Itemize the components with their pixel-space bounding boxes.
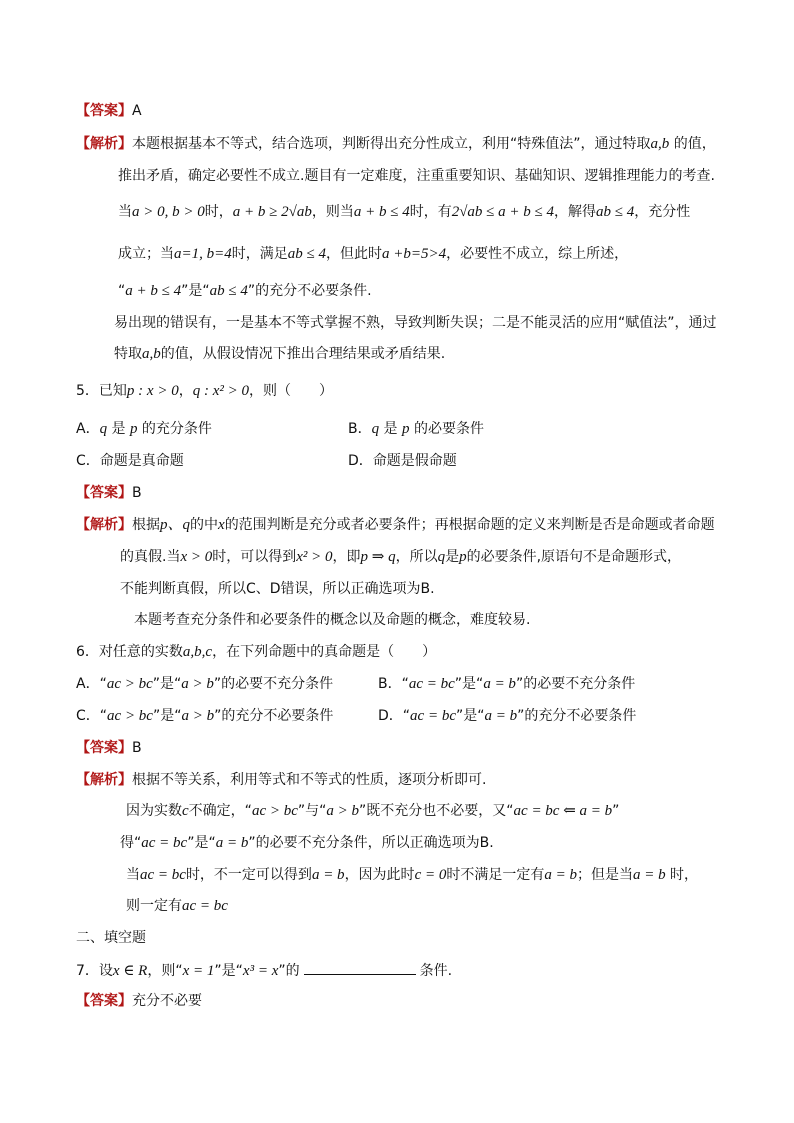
answer-blank xyxy=(304,960,416,975)
text: ，解得 xyxy=(554,204,597,220)
math: q xyxy=(371,421,380,437)
q5-option-b xyxy=(348,419,484,439)
answer-tag: 【答案】 xyxy=(76,740,132,756)
math: x² > 0 xyxy=(296,549,333,565)
text: ”的必要不充分条件 xyxy=(515,676,636,692)
q5-analysis-line-1 xyxy=(76,515,715,535)
math: p xyxy=(129,421,138,437)
math: a > b xyxy=(326,803,360,819)
text: ，所以 xyxy=(395,549,438,565)
answer-tag: 【答案】 xyxy=(76,993,132,1009)
math: ac = bc xyxy=(140,867,186,883)
math: p ⇒ q xyxy=(360,549,396,565)
math: p xyxy=(459,549,467,565)
q4-analysis-line-7 xyxy=(114,344,445,364)
text: 的范围判断是充分或者必要条件；再根据命题的定义来判断是否是命题或者命题 xyxy=(224,517,715,533)
text: 是 xyxy=(379,421,403,437)
text: 时不满足一定有 xyxy=(446,867,545,883)
math: x = 1 xyxy=(182,963,215,979)
text: ”的必要不充分条件 xyxy=(213,676,334,692)
text: 特取 xyxy=(114,346,142,362)
q6-option-c xyxy=(76,706,333,726)
math: a = b xyxy=(544,867,577,883)
q6-option-d xyxy=(378,706,636,726)
text: 的真假.当 xyxy=(120,549,181,565)
text: ”的 xyxy=(278,963,300,979)
text: 是 xyxy=(107,421,130,437)
q4-analysis-line-4 xyxy=(118,244,628,264)
text: 的值，从假设情况下推出合理结果或矛盾结果. xyxy=(160,346,446,362)
text: ， xyxy=(178,383,193,399)
text: ”既不充分也不必要，又“ xyxy=(359,803,514,819)
math: ab ≤ 4 xyxy=(596,204,635,220)
text: 时， xyxy=(204,204,233,220)
math: a > b xyxy=(181,676,214,692)
math: q : x² > 0 xyxy=(192,383,249,399)
text: 7．设 xyxy=(76,963,113,979)
math: a,b xyxy=(142,346,161,362)
text: A．“ xyxy=(76,676,107,692)
text: C．“ xyxy=(76,708,108,724)
text: ”的充分不必要条件 xyxy=(517,708,637,724)
math: a = b xyxy=(483,676,516,692)
math: ac = bc ⇐ a = b xyxy=(513,803,613,819)
math: x xyxy=(218,517,225,533)
q5-analysis-line-3: 不能判断真假，所以C、D错误，所以正确选项为B. xyxy=(120,581,435,597)
section-title: 二、填空题 xyxy=(76,930,146,946)
math: a = b xyxy=(484,708,518,724)
q5-option-c: C．命题是真命题 xyxy=(76,453,184,469)
math: a,b xyxy=(650,136,670,152)
math: a + b ≤ 4 xyxy=(125,283,182,299)
text: 根据不等关系，利用等式和不等式的性质，逐项分析即可. xyxy=(132,772,487,788)
text: 是 xyxy=(445,549,460,565)
text: B．“ xyxy=(378,676,409,692)
text: ”的充分不必要条件. xyxy=(247,283,372,299)
q6-analysis-line-1 xyxy=(76,770,486,790)
text: ，则（ ） xyxy=(248,383,333,399)
q5-stem xyxy=(76,381,333,401)
text: “ xyxy=(118,283,126,299)
text: 当 xyxy=(118,204,132,220)
text: 的值， xyxy=(669,136,716,152)
text: 得“ xyxy=(120,835,142,851)
text: ”是“ xyxy=(455,708,485,724)
q6-analysis-line-2 xyxy=(126,801,619,821)
math: a=1, b=4 xyxy=(174,246,232,262)
text: 时，不一定可以得到 xyxy=(185,867,312,883)
text: ，充分性 xyxy=(634,204,691,220)
q5-analysis-line-4: 本题考查充分条件和必要条件的概念以及命题的概念，难度较易. xyxy=(134,612,531,628)
answer-tag: 【答案】 xyxy=(76,485,132,501)
text: 条件. xyxy=(419,963,453,979)
math: q xyxy=(437,549,446,565)
text: ，在下列命题中的真命题是（ ） xyxy=(212,644,437,660)
answer-value: A xyxy=(132,103,142,119)
math: a + b ≤ 4 xyxy=(353,204,410,220)
q4-analysis-line-5 xyxy=(118,281,372,301)
q5-answer xyxy=(76,483,142,503)
math: ac = bc xyxy=(182,898,228,914)
text: A． xyxy=(76,421,100,437)
math: a = b xyxy=(311,867,345,883)
text: ” xyxy=(612,803,620,819)
text: ，但此时 xyxy=(325,246,382,262)
math: ac > bc xyxy=(251,803,298,819)
q6-analysis-line-4 xyxy=(126,865,698,885)
q4-analysis-line-6: 易出现的错误有，一是基本不等式掌握不熟，导致判断失误；二是不能灵活的应用“赋值法”，通过 xyxy=(114,315,717,331)
math: a > 0, b > 0 xyxy=(132,204,205,220)
math: c xyxy=(182,803,189,819)
text: ；但是当 xyxy=(576,867,633,883)
math: x ∈ R xyxy=(112,963,148,979)
text: 的充分条件 xyxy=(137,421,212,437)
math: x³ = x xyxy=(242,963,279,979)
text: 本题根据基本不等式，结合选项，判断得出充分性成立，利用“特殊值法”，通过特取 xyxy=(132,136,651,152)
text: 则一定有 xyxy=(126,898,182,914)
analysis-tag: 【解析】 xyxy=(76,772,132,788)
text: 时， xyxy=(665,867,699,883)
math: a = b xyxy=(215,835,249,851)
math: p : x > 0 xyxy=(126,383,179,399)
text: ，因为此时 xyxy=(344,867,415,883)
answer-value: B xyxy=(132,485,142,501)
text: B． xyxy=(348,421,372,437)
text: 时，有 xyxy=(409,204,452,220)
analysis-tag: 【解析】 xyxy=(76,136,132,152)
text: 的必要条件 xyxy=(409,421,484,437)
text: 时，可以得到 xyxy=(212,549,297,565)
text: ，必要性不成立，综上所述， xyxy=(446,246,629,262)
text: ”是“ xyxy=(187,835,216,851)
q6-stem xyxy=(76,642,436,662)
math: a > b xyxy=(181,708,215,724)
q5-analysis-line-2 xyxy=(120,547,681,567)
text: ”是“ xyxy=(152,708,182,724)
q5-option-a xyxy=(76,419,212,439)
text: ，则“ xyxy=(147,963,183,979)
q6-option-b xyxy=(378,674,635,694)
q6-analysis-line-5 xyxy=(126,896,228,916)
q7-stem xyxy=(76,960,452,981)
math: ac = bc xyxy=(408,676,455,692)
math: q xyxy=(99,421,108,437)
q5-option-d: D．命题是假命题 xyxy=(348,453,457,469)
text: 不确定，“ xyxy=(188,803,252,819)
answer-value: 充分不必要 xyxy=(132,993,202,1009)
math: c = 0 xyxy=(414,867,447,883)
text: ”是“ xyxy=(214,963,243,979)
q4-analysis-line-2: 推出矛盾，确定必要性不成立.题目有一定难度，注重重要知识、基础知识、逻辑推理能力的考查. xyxy=(118,168,715,184)
q4-analysis-line-1 xyxy=(76,134,716,154)
q6-option-a xyxy=(76,674,333,694)
math: p xyxy=(402,421,410,437)
text: 因为实数 xyxy=(126,803,182,819)
math: a,b,c xyxy=(182,644,213,660)
math: a = b xyxy=(632,867,666,883)
math: p、q xyxy=(160,517,191,533)
math: ac = bc xyxy=(141,835,188,851)
text: 成立；当 xyxy=(118,246,174,262)
text: ”是“ xyxy=(181,283,210,299)
q7-answer xyxy=(76,991,202,1011)
text: ”的充分不必要条件 xyxy=(214,708,334,724)
text: ，即 xyxy=(332,549,361,565)
text: ”与“ xyxy=(297,803,327,819)
text: 当 xyxy=(126,867,140,883)
math: ab ≤ 4 xyxy=(287,246,326,262)
math: a + b ≥ 2√ab xyxy=(232,204,312,220)
math: ac > bc xyxy=(107,708,153,724)
math: ac = bc xyxy=(410,708,456,724)
math: 2√ab ≤ a + b ≤ 4 xyxy=(451,204,555,220)
text: 时，满足 xyxy=(231,246,288,262)
text: ，则当 xyxy=(311,204,354,220)
math: ac > bc xyxy=(106,676,153,692)
analysis-tag: 【解析】 xyxy=(76,517,132,533)
math: x > 0 xyxy=(180,549,213,565)
answer-value: B xyxy=(132,740,142,756)
q6-analysis-line-3 xyxy=(120,833,494,853)
text: 根据 xyxy=(132,517,160,533)
text: 6．对任意的实数 xyxy=(76,644,183,660)
text: D．“ xyxy=(378,708,411,724)
text: ”的必要不充分条件，所以正确选项为B. xyxy=(248,835,494,851)
text: ”是“ xyxy=(152,676,182,692)
text: 5．已知 xyxy=(76,383,127,399)
text: ”是“ xyxy=(454,676,484,692)
math: a +b=5>4 xyxy=(381,246,447,262)
text: 的中 xyxy=(190,517,219,533)
text: 的必要条件,原语句不是命题形式， xyxy=(466,549,682,565)
answer-tag: 【答案】 xyxy=(76,103,132,119)
q4-answer xyxy=(76,101,142,121)
q4-analysis-line-3 xyxy=(118,202,690,222)
q6-answer xyxy=(76,738,142,758)
math: ab ≤ 4 xyxy=(209,283,248,299)
